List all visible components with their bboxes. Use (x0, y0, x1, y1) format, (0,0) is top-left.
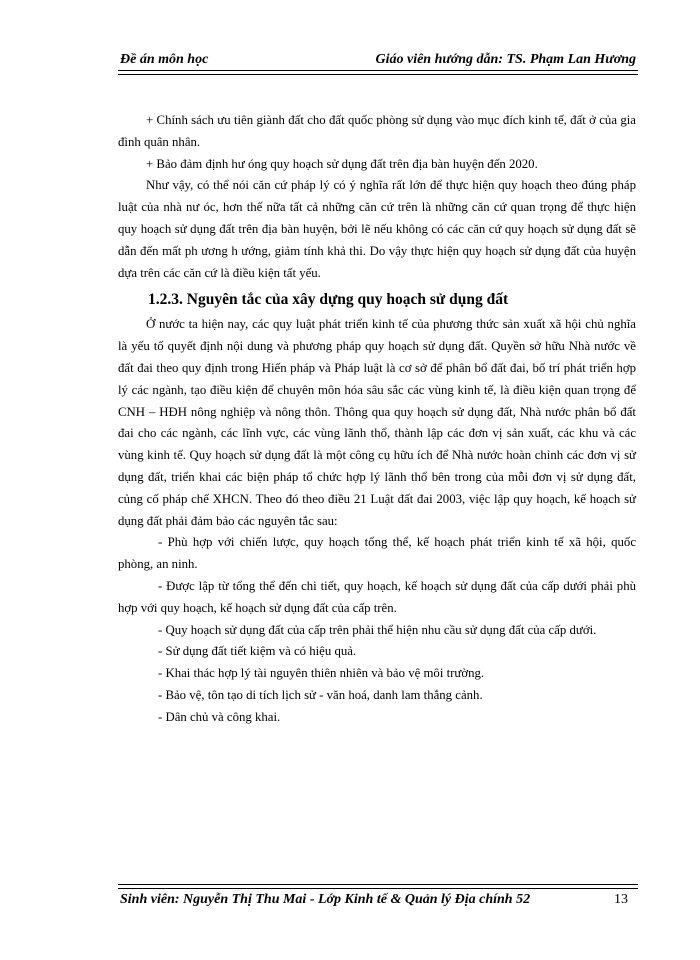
paragraph-principles-intro: Ở nước ta hiện nay, các quy luật phát triển kinh tế của phương thức sản xuất xã hội chủ nghĩa là yếu tố quyết định nội dung và phương pháp quy hoạch sử dụng đất. Quyền sở hữu Nhà nước về đất đai theo quy định trong Hiến pháp và Pháp luật là cơ sở để phân bổ đất đai, bố trí phát triển hợp lý các ngành, tạo điều kiện để chuyên môn hóa sâu sắc các vùng kinh tế, là điều kiện quan trọng để CNH – HĐH nông nghiệp và nông thôn. Thông qua quy hoạch sử dụng đất, Nhà nước phân bổ đất đai cho các ngành, các lĩnh vực, các vùng lãnh thổ, thành lập các đơn vị sản xuất, các khu và các vùng kinh tế. Quy hoạch sử dụng đất là một công cụ hữu ích để Nhà nước hoàn chỉnh các đơn vị sử dụng đất, triển khai các biện pháp tổ chức hợp lý lãnh thổ bên trong của mỗi đơn vị sử dụng đất, củng cố pháp chế XHCN. Theo đó theo điều 21 Luật đất đai 2003, việc lập quy hoạch, kế hoạch sử dụng đất phải đảm bảo các nguyên tắc sau: (118, 317, 636, 528)
list-item: - Quy hoạch sử dụng đất của cấp trên phải thể hiện nhu cầu sử dụng đất của cấp dưới. (158, 622, 597, 637)
paragraph-orientation: + Bảo đảm định hư óng quy hoạch sử dụng đất trên địa bàn huyện đến 2020. (146, 156, 538, 171)
list-item: - Sử dụng đất tiết kiệm và có hiệu quả. (158, 644, 357, 659)
list-item: - Khai thác hợp lý tài nguyên thiên nhiên và bảo vệ môi trường. (158, 666, 485, 681)
list-item: - Bảo vệ, tôn tạo di tích lịch sử - văn hoá, danh lam thắng cảnh. (158, 687, 483, 702)
list-item: - Dân chủ và công khai. (158, 709, 281, 724)
list-item: - Được lập từ tổng thể đến chi tiết, quy hoạch, kế hoạch sử dụng đất của cấp dưới phải phù hợp với quy hoạch, kế hoạch sử dụng đất của cấp trên. (118, 578, 636, 615)
page-header (120, 46, 636, 68)
page-footer (120, 892, 636, 908)
header-course-title: Đề án môn học (120, 52, 209, 67)
page-body (118, 110, 636, 729)
header-supervisor: Giáo viên hướng dẫn: TS. Phạm Lan Hương (375, 52, 636, 67)
list-item: - Phù hợp với chiến lược, quy hoạch tổng thể, kế hoạch phát triển kinh tế xã hội, quốc phòng, an ninh. (118, 535, 636, 572)
page-number: 13 (614, 892, 628, 907)
section-heading: 1.2.3. Nguyên tắc của xây dựng quy hoạch sử dụng đất (148, 291, 509, 309)
header-divider (118, 70, 638, 75)
paragraph-policy: + Chính sách ưu tiên giành đất cho đất quốc phòng sử dụng vào mục đích kinh tế, đất ở của gia đình quân nhân. (118, 113, 636, 149)
footer-divider (118, 884, 638, 889)
paragraph-conclusion: Như vậy, có thể nói căn cứ pháp lý có ý nghĩa rất lớn để thực hiện quy hoạch theo đúng pháp luật của nhà nư óc, hơn thế nữa tất cả những căn cứ trên là những căn cứ quan trọng để thực hiện quy hoạch sử dụng đất trên địa bàn huyện, bởi lẽ nếu không có các căn cứ quy hoạch sử dụng đất sẽ dẫn đến mất ph ương h ướng, giảm tính khả thi. Do vậy thực hiện quy hoạch sử dụng đất của huyện dựa trên các căn cứ là điều kiện tất yếu. (118, 178, 636, 280)
footer-student-info: Sinh viên: Nguyễn Thị Thu Mai - Lớp Kinh tế & Quản lý Địa chính 52 (120, 892, 531, 907)
